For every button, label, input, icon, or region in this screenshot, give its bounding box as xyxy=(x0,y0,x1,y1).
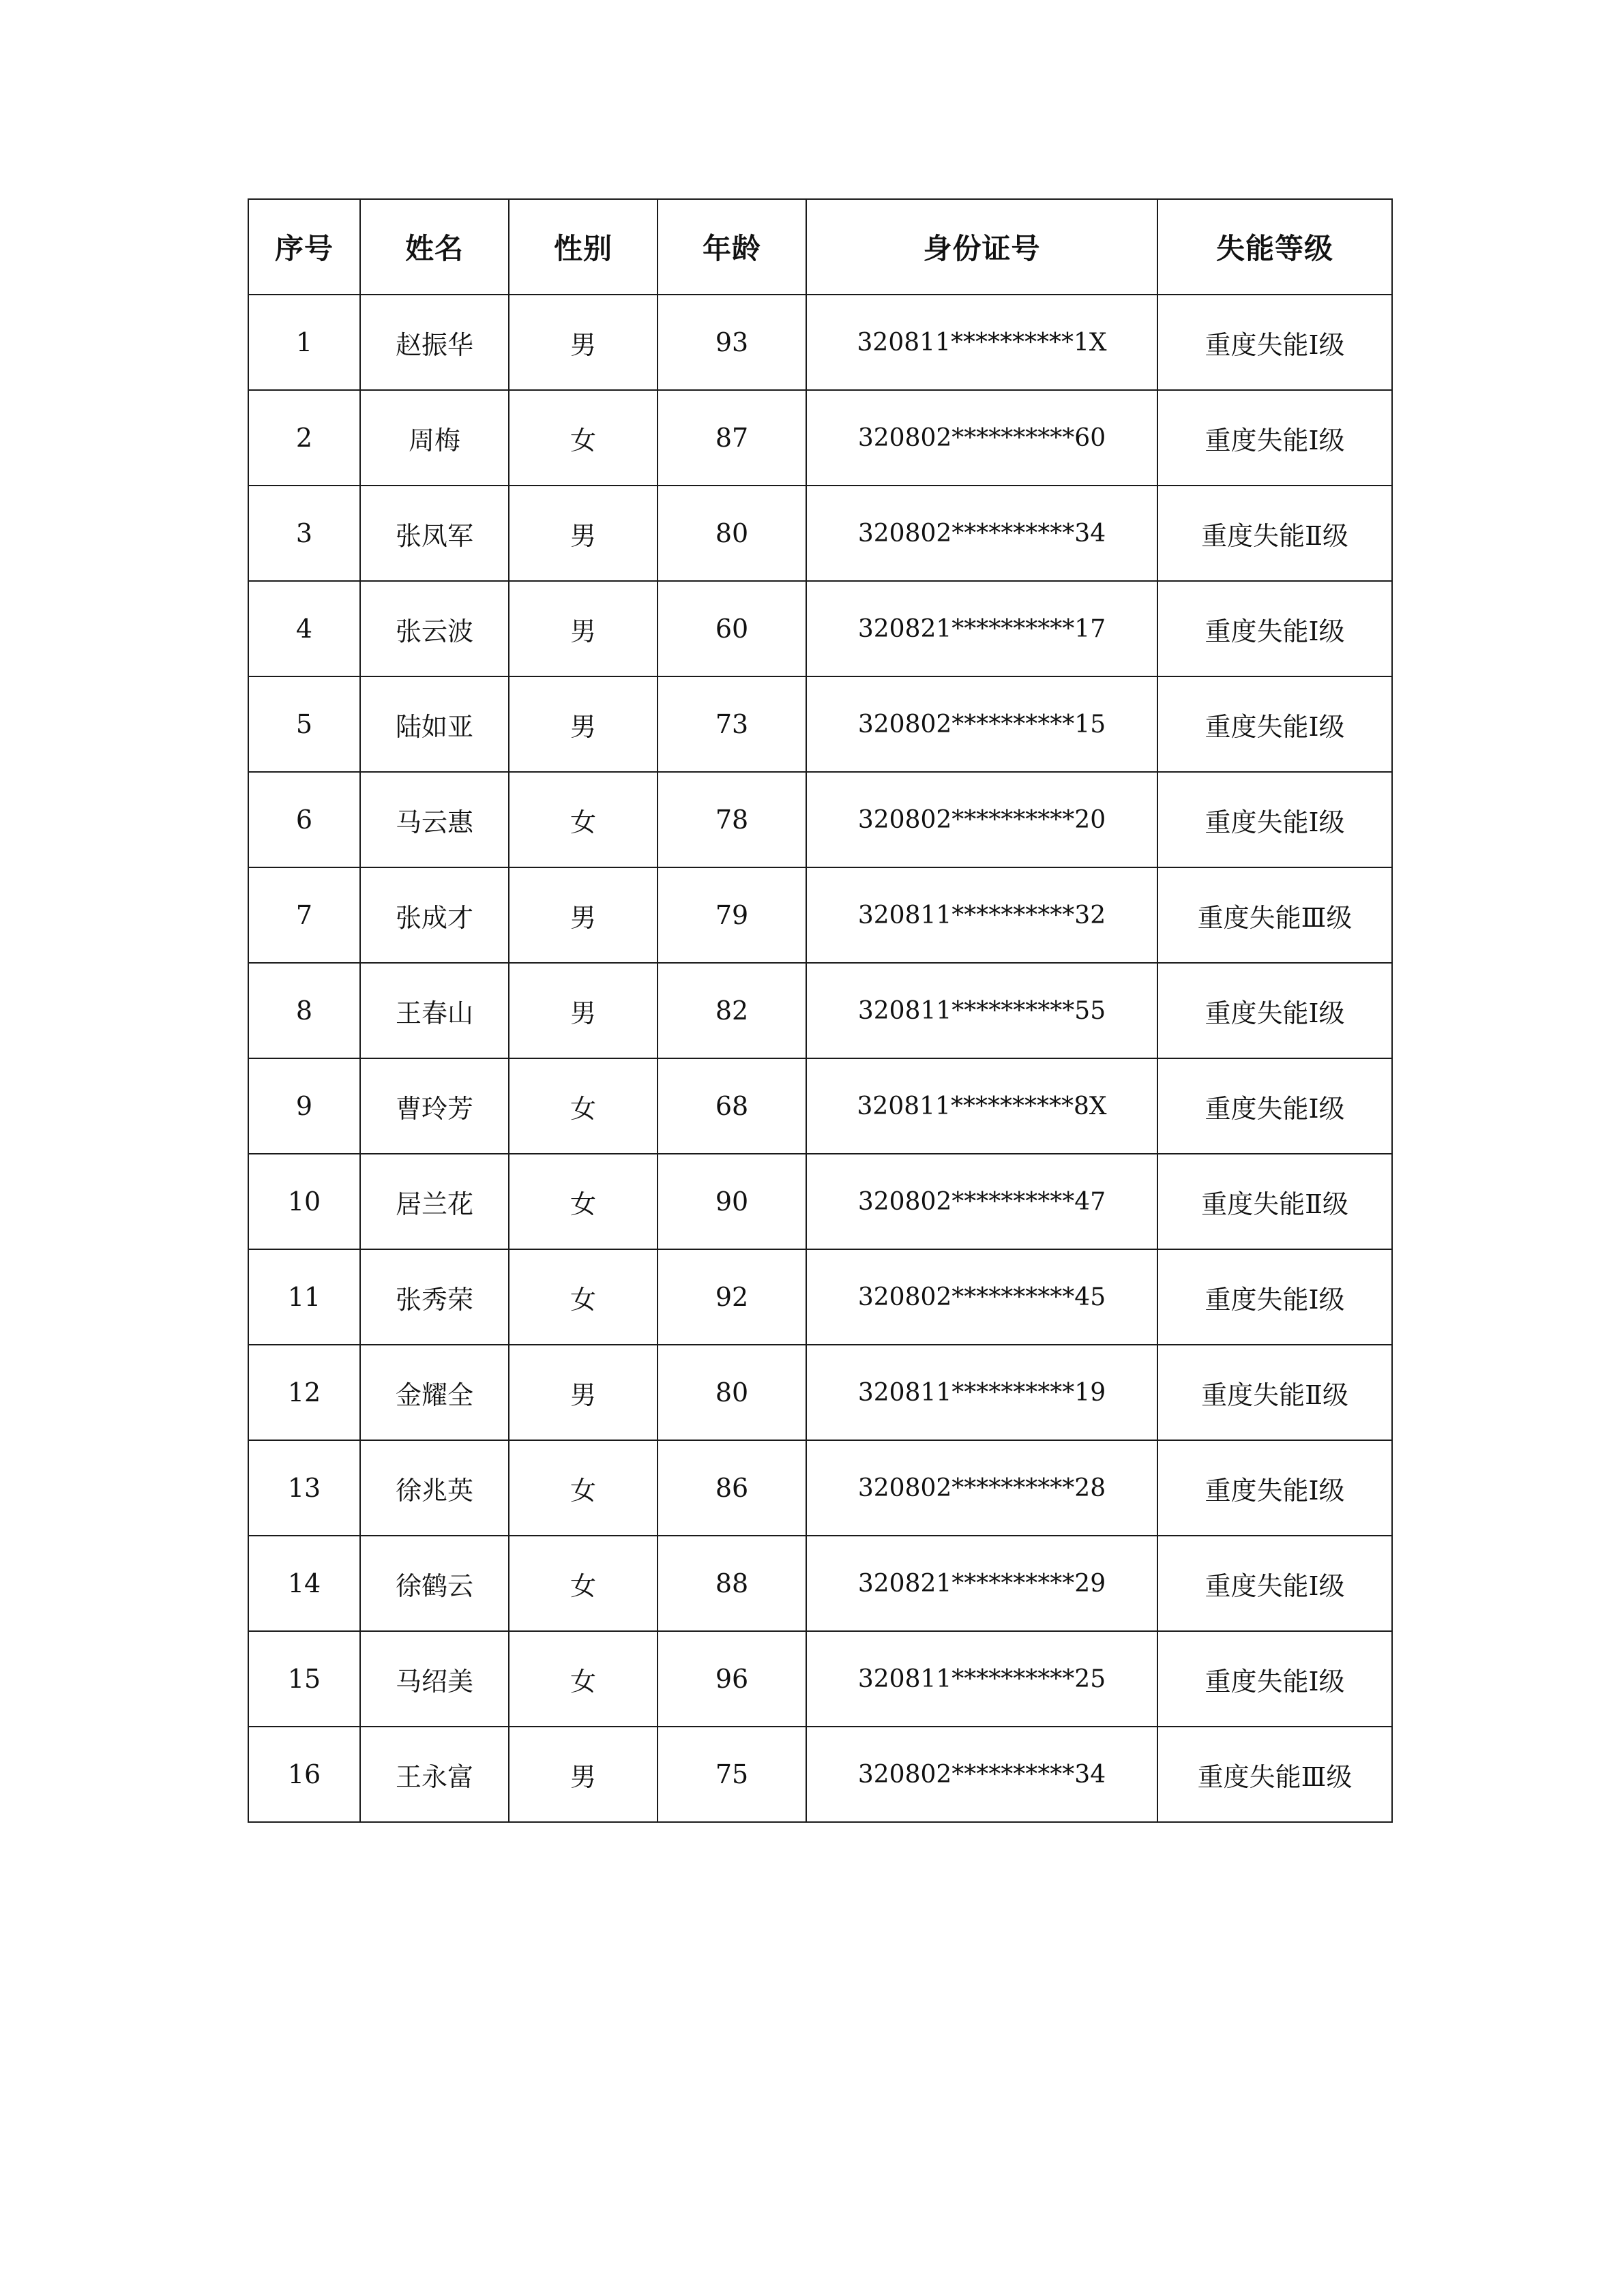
cell-disability-level: 重度失能Ⅰ级 xyxy=(1157,295,1392,390)
cell-name: 徐兆英 xyxy=(360,1440,509,1536)
cell-serial-number: 6 xyxy=(248,772,360,867)
cell-age: 80 xyxy=(658,1345,806,1440)
cell-serial-number: 12 xyxy=(248,1345,360,1440)
cell-serial-number: 11 xyxy=(248,1249,360,1345)
cell-gender: 女 xyxy=(509,1631,658,1727)
cell-serial-number: 3 xyxy=(248,486,360,581)
cell-disability-level: 重度失能Ⅱ级 xyxy=(1157,1345,1392,1440)
cell-gender: 男 xyxy=(509,486,658,581)
cell-disability-level: 重度失能Ⅰ级 xyxy=(1157,963,1392,1058)
cell-gender: 男 xyxy=(509,581,658,676)
cell-disability-level: 重度失能Ⅰ级 xyxy=(1157,1440,1392,1536)
cell-id-number: 320821**********29 xyxy=(806,1536,1157,1631)
header-gender: 性别 xyxy=(509,199,658,295)
table-row xyxy=(248,1536,1392,1631)
cell-name: 赵振华 xyxy=(360,295,509,390)
cell-serial-number: 8 xyxy=(248,963,360,1058)
cell-age: 88 xyxy=(658,1536,806,1631)
document-sheet xyxy=(248,198,1393,1823)
cell-name: 金耀全 xyxy=(360,1345,509,1440)
cell-disability-level: 重度失能Ⅲ级 xyxy=(1157,867,1392,963)
cell-age: 87 xyxy=(658,390,806,486)
cell-age: 73 xyxy=(658,676,806,772)
cell-gender: 男 xyxy=(509,1345,658,1440)
cell-name: 居兰花 xyxy=(360,1154,509,1249)
cell-id-number: 320802**********34 xyxy=(806,486,1157,581)
cell-age: 79 xyxy=(658,867,806,963)
cell-name: 徐鹤云 xyxy=(360,1536,509,1631)
cell-gender: 女 xyxy=(509,1154,658,1249)
cell-gender: 女 xyxy=(509,772,658,867)
cell-gender: 女 xyxy=(509,1249,658,1345)
cell-disability-level: 重度失能Ⅰ级 xyxy=(1157,581,1392,676)
cell-disability-level: 重度失能Ⅱ级 xyxy=(1157,486,1392,581)
table-row xyxy=(248,581,1392,676)
cell-age: 96 xyxy=(658,1631,806,1727)
header-id-number: 身份证号 xyxy=(806,199,1157,295)
table-row xyxy=(248,1440,1392,1536)
cell-disability-level: 重度失能Ⅰ级 xyxy=(1157,772,1392,867)
cell-name: 王永富 xyxy=(360,1727,509,1822)
table-row xyxy=(248,772,1392,867)
cell-age: 68 xyxy=(658,1058,806,1154)
cell-id-number: 320811**********55 xyxy=(806,963,1157,1058)
cell-name: 马云惠 xyxy=(360,772,509,867)
cell-id-number: 320811**********25 xyxy=(806,1631,1157,1727)
cell-id-number: 320811**********1X xyxy=(806,295,1157,390)
table-row xyxy=(248,867,1392,963)
cell-disability-level: 重度失能Ⅰ级 xyxy=(1157,1058,1392,1154)
cell-gender: 男 xyxy=(509,1727,658,1822)
cell-age: 86 xyxy=(658,1440,806,1536)
cell-disability-level: 重度失能Ⅰ级 xyxy=(1157,1631,1392,1727)
cell-gender: 女 xyxy=(509,1058,658,1154)
cell-disability-level: 重度失能Ⅰ级 xyxy=(1157,390,1392,486)
table-row xyxy=(248,295,1392,390)
cell-age: 75 xyxy=(658,1727,806,1822)
table-row xyxy=(248,676,1392,772)
cell-id-number: 320802**********60 xyxy=(806,390,1157,486)
table-row xyxy=(248,390,1392,486)
cell-gender: 男 xyxy=(509,867,658,963)
table-row xyxy=(248,1249,1392,1345)
cell-serial-number: 9 xyxy=(248,1058,360,1154)
cell-id-number: 320802**********34 xyxy=(806,1727,1157,1822)
cell-name: 张凤军 xyxy=(360,486,509,581)
table-row xyxy=(248,963,1392,1058)
cell-name: 张成才 xyxy=(360,867,509,963)
cell-serial-number: 15 xyxy=(248,1631,360,1727)
cell-disability-level: 重度失能Ⅲ级 xyxy=(1157,1727,1392,1822)
cell-id-number: 320802**********45 xyxy=(806,1249,1157,1345)
cell-serial-number: 4 xyxy=(248,581,360,676)
cell-age: 78 xyxy=(658,772,806,867)
cell-disability-level: 重度失能Ⅰ级 xyxy=(1157,676,1392,772)
cell-serial-number: 10 xyxy=(248,1154,360,1249)
header-disability-level: 失能等级 xyxy=(1157,199,1392,295)
cell-name: 王春山 xyxy=(360,963,509,1058)
cell-age: 92 xyxy=(658,1249,806,1345)
table-row xyxy=(248,486,1392,581)
cell-gender: 男 xyxy=(509,963,658,1058)
table-row xyxy=(248,1631,1392,1727)
cell-disability-level: 重度失能Ⅰ级 xyxy=(1157,1249,1392,1345)
cell-name: 周梅 xyxy=(360,390,509,486)
cell-name: 陆如亚 xyxy=(360,676,509,772)
cell-age: 82 xyxy=(658,963,806,1058)
cell-id-number: 320811**********19 xyxy=(806,1345,1157,1440)
table-body xyxy=(248,295,1392,1822)
header-serial-number: 序号 xyxy=(248,199,360,295)
cell-id-number: 320811**********8X xyxy=(806,1058,1157,1154)
cell-disability-level: 重度失能Ⅱ级 xyxy=(1157,1154,1392,1249)
cell-serial-number: 5 xyxy=(248,676,360,772)
table-row xyxy=(248,1058,1392,1154)
table-row xyxy=(248,1345,1392,1440)
cell-gender: 男 xyxy=(509,295,658,390)
cell-age: 90 xyxy=(658,1154,806,1249)
table-row xyxy=(248,1154,1392,1249)
cell-gender: 女 xyxy=(509,390,658,486)
cell-serial-number: 16 xyxy=(248,1727,360,1822)
cell-name: 张秀荣 xyxy=(360,1249,509,1345)
cell-id-number: 320802**********47 xyxy=(806,1154,1157,1249)
cell-id-number: 320811**********32 xyxy=(806,867,1157,963)
cell-serial-number: 13 xyxy=(248,1440,360,1536)
cell-age: 93 xyxy=(658,295,806,390)
cell-age: 80 xyxy=(658,486,806,581)
cell-gender: 女 xyxy=(509,1440,658,1536)
cell-serial-number: 2 xyxy=(248,390,360,486)
header-age: 年龄 xyxy=(658,199,806,295)
cell-name: 马绍美 xyxy=(360,1631,509,1727)
cell-serial-number: 1 xyxy=(248,295,360,390)
cell-disability-level: 重度失能Ⅰ级 xyxy=(1157,1536,1392,1631)
cell-serial-number: 14 xyxy=(248,1536,360,1631)
cell-gender: 女 xyxy=(509,1536,658,1631)
table-header-row xyxy=(248,199,1392,295)
table-row xyxy=(248,1727,1392,1822)
header-name: 姓名 xyxy=(360,199,509,295)
cell-serial-number: 7 xyxy=(248,867,360,963)
cell-age: 60 xyxy=(658,581,806,676)
cell-id-number: 320802**********20 xyxy=(806,772,1157,867)
cell-id-number: 320802**********28 xyxy=(806,1440,1157,1536)
cell-id-number: 320802**********15 xyxy=(806,676,1157,772)
cell-name: 曹玲芳 xyxy=(360,1058,509,1154)
cell-gender: 男 xyxy=(509,676,658,772)
disability-roster-table xyxy=(248,198,1393,1823)
cell-name: 张云波 xyxy=(360,581,509,676)
cell-id-number: 320821**********17 xyxy=(806,581,1157,676)
